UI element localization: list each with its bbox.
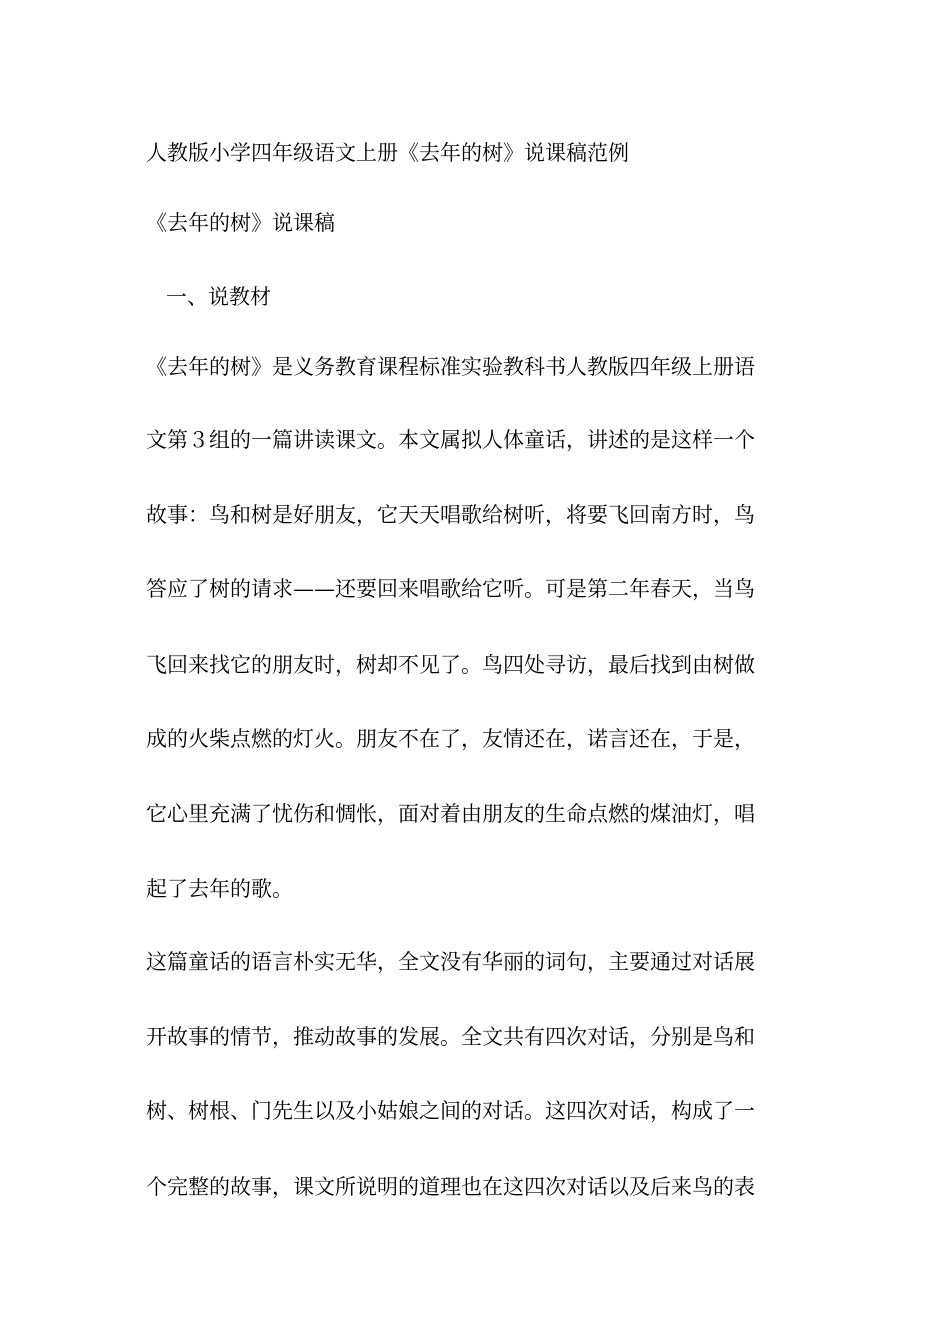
paragraph-line: 起了去年的歌。 bbox=[146, 877, 293, 901]
paragraph-line: 开故事的情节，推动故事的发展。全文共有四次对话，分别是鸟和 bbox=[146, 1025, 755, 1049]
document-title: 人教版小学四年级语文上册《去年的树》说课稿范例 bbox=[146, 141, 629, 165]
paragraph-line: 飞回来找它的朋友时，树却不见了。鸟四处寻访，最后找到由树做 bbox=[146, 653, 755, 677]
paragraph-line: 答应了树的请求——还要回来唱歌给它听。可是第二年春天，当鸟 bbox=[146, 577, 755, 601]
paragraph-line: 个完整的故事，课文所说明的道理也在这四次对话以及后来鸟的表 bbox=[146, 1175, 755, 1199]
section-heading: 一、说教材 bbox=[166, 285, 271, 309]
paragraph-line: 它心里充满了忧伤和惆怅，面对着由朋友的生命点燃的煤油灯，唱 bbox=[146, 802, 755, 826]
paragraph-line: 这篇童话的语言朴实无华，全文没有华丽的词句，主要通过对话展 bbox=[146, 950, 755, 974]
paragraph-line: 文第３组的一篇讲读课文。本文属拟人体童话，讲述的是这样一个 bbox=[146, 428, 755, 452]
paragraph-line: 《去年的树》是义务教育课程标准实验教科书人教版四年级上册语 bbox=[146, 355, 755, 379]
document-subtitle: 《去年的树》说课稿 bbox=[146, 211, 335, 235]
paragraph-line: 故事：鸟和树是好朋友，它天天唱歌给树听，将要飞回南方时，鸟 bbox=[146, 503, 755, 527]
paragraph-line: 成的火柴点燃的灯火。朋友不在了，友情还在，诺言还在，于是， bbox=[146, 727, 755, 751]
paragraph-line: 树、树根、门先生以及小姑娘之间的对话。这四次对话，构成了一 bbox=[146, 1099, 755, 1123]
